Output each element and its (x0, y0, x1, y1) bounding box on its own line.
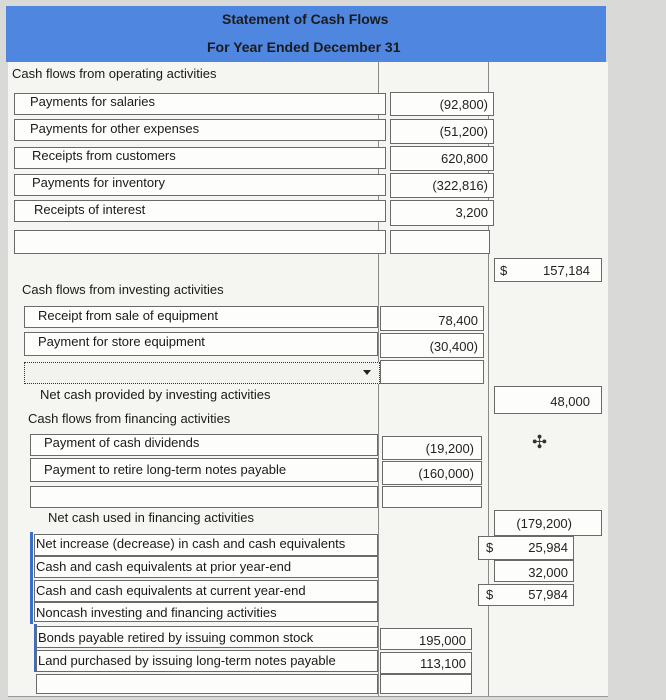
operating-label-3: Receipts from customers (32, 148, 176, 163)
investing-heading: Cash flows from investing activities (22, 282, 224, 297)
noncash-label-2: Land purchased by issuing long-term notes payable (38, 653, 336, 668)
operating-heading: Cash flows from operating activities (12, 66, 217, 81)
investing-net-label: Net cash provided by investing activities (40, 387, 271, 402)
blank-financing-label-input[interactable] (30, 486, 378, 508)
financing-label-2: Payment to retire long-term notes payable (44, 462, 287, 477)
blank-noncash-value-input[interactable] (380, 674, 472, 694)
investing-value-1: 78,400 (438, 313, 478, 328)
noncash-value-2: 113,100 (419, 656, 466, 671)
financing-value-2: (160,000) (418, 466, 474, 481)
investing-label-1: Receipt from sale of equipment (38, 308, 218, 323)
increase-value: 25,984 (528, 540, 568, 555)
blank-noncash-label-input[interactable] (36, 674, 378, 694)
operating-label-1: Payments for salaries (30, 94, 155, 109)
increase-dollar: $ (486, 540, 494, 555)
operating-value-5: 3,200 (455, 205, 488, 220)
operating-label-4: Payments for inventory (32, 175, 165, 190)
investing-value-2: (30,400) (429, 339, 478, 354)
blank-row-value-input[interactable] (390, 230, 490, 254)
prior-value: 32,000 (528, 565, 568, 580)
blank-financing-value-input[interactable] (382, 486, 482, 508)
investing-net-value: 48,000 (550, 394, 590, 409)
operating-total-dollar: $ (500, 263, 508, 278)
financing-heading: Cash flows from financing activities (28, 411, 231, 426)
end-value: 57,984 (528, 587, 568, 602)
operating-value-2: (51,200) (439, 124, 488, 139)
operating-value-1: (92,800) (439, 97, 488, 112)
noncash-value-1: 195,000 (419, 633, 466, 648)
statement-subtitle: For Year Ended December 31 (207, 39, 401, 55)
financing-label-1: Payment of cash dividends (44, 435, 200, 450)
increase-label: Net increase (decrease) in cash and cash equivalents (36, 536, 346, 551)
noncash-heading: Noncash investing and financing activities (36, 605, 277, 620)
financing-value-1: (19,200) (425, 441, 474, 456)
dropdown-value-input[interactable] (380, 360, 484, 384)
financing-net-label: Net cash used in financing activities (48, 510, 254, 525)
investing-dropdown-select[interactable] (24, 362, 380, 384)
financing-net-value: (179,200) (516, 516, 572, 531)
operating-label-5: Receipts of interest (34, 202, 146, 217)
investing-label-2: Payment for store equipment (38, 334, 205, 349)
operating-value-4: (322,816) (432, 178, 488, 193)
end-label: Cash and cash equivalents at current year-end (36, 583, 306, 598)
operating-label-2: Payments for other expenses (30, 121, 200, 136)
move-cursor-icon: ✣ (532, 432, 548, 452)
blank-row-label-input[interactable] (14, 230, 386, 254)
chevron-down-icon[interactable] (363, 370, 371, 375)
operating-total-value: 157,184 (543, 263, 590, 278)
noncash-label-1: Bonds payable retired by issuing common stock (38, 630, 314, 645)
operating-value-3: 620,800 (441, 151, 488, 166)
end-dollar: $ (486, 587, 494, 602)
prior-label: Cash and cash equivalents at prior year-end (36, 559, 292, 574)
statement-title: Statement of Cash Flows (222, 11, 389, 27)
